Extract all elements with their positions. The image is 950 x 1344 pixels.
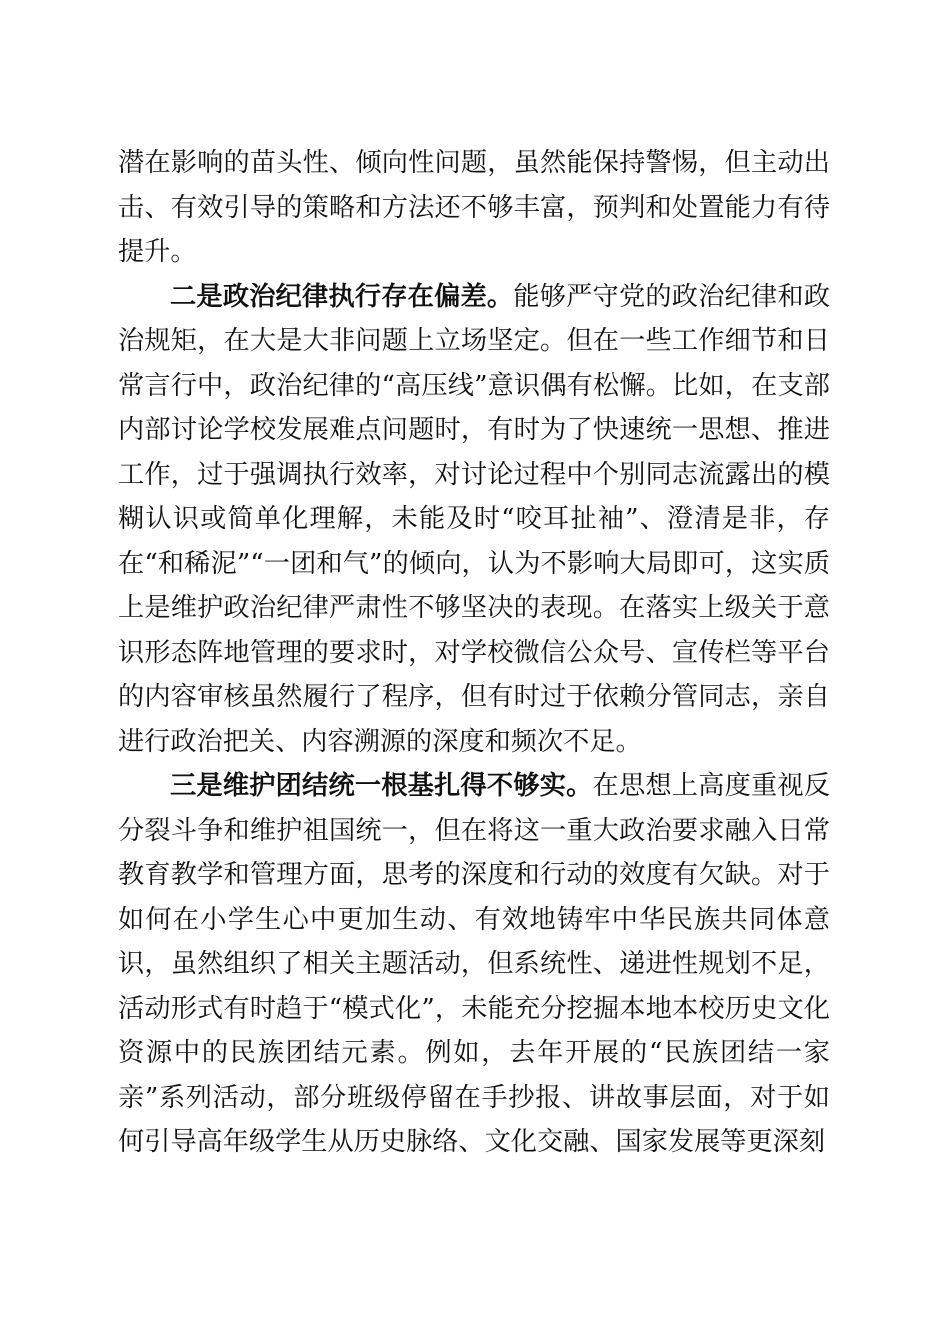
paragraph-continuation — [118, 141, 830, 275]
paragraph-lead: 三是维护团结统一根基扎得不够实。 — [170, 771, 593, 801]
paragraph-text: 在思想上高度重视反分裂斗争和维护祖国统一，但在将这一重大政治要求融入日常教育教学和管理方面，思考的深度和行动的效度有欠缺。对于如何在小学生心中更加生动、有效地铸牢中华民族共同体意识，虽然组织了相关主题活动，但系统性、递进性规划不足，活动形式有时趋于“模式化”，未能充分挖掘本地本校历史文化资源中的民族团结元素。例如，去年开展的“民族团结一家亲”系列活动，部分班级停留在手抄报、讲故事层面，对于如何引导高年级学生从历史脉络、文化交融、国家发展等更深刻 — [118, 771, 831, 1157]
paragraph-lead: 二是政治纪律执行存在偏差。 — [170, 281, 514, 312]
paragraph-unity — [118, 764, 830, 1165]
paragraph-text: 潜在影响的苗头性、倾向性问题，虽然能保持警惕，但主动出击、有效引导的策略和方法还不够丰富，预判和处置能力有待提升。 — [118, 148, 830, 267]
paragraph-political-discipline — [118, 275, 830, 765]
body-text — [118, 141, 830, 1165]
paragraph-text: 能够严守党的政治纪律和政治规矩，在大是大非问题上立场坚定。但在一些工作细节和日常言行中，政治纪律的“高压线”意识偶有松懈。比如，在支部内部讨论学校发展难点问题时，有时为了快速统一思想、推进工作，过于强调执行效率，对讨论过程中个别同志流露出的模糊认识或简单化理解，未能及时“咬耳扯袖”、澄清是非，存在“和稀泥”“一团和气”的倾向，认为不影响大局即可，这实质上是维护政治纪律严肃性不够坚决的表现。在落实上级关于意识形态阵地管理的要求时，对学校微信公众号、宣传栏等平台的内容审核虽然履行了程序，但有时过于依赖分管同志，亲自进行政治把关、内容溯源的深度和频次不足。 — [118, 281, 831, 757]
